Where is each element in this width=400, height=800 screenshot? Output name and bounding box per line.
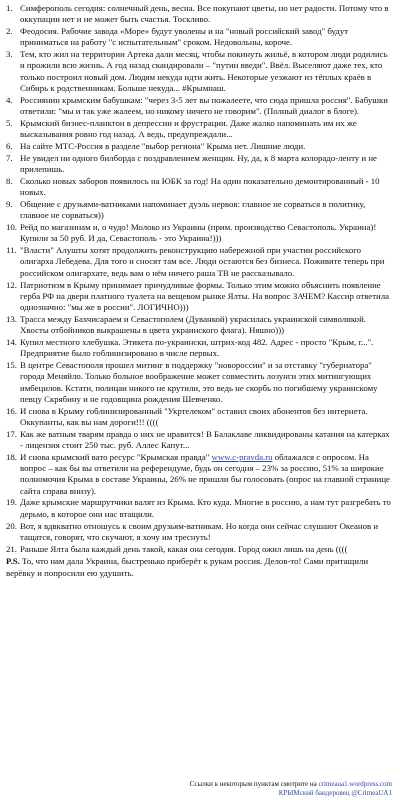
item-text-before-link: И снова крымский вато ресурс "Крымская правда" (20, 451, 212, 462)
item-number: 11. (6, 245, 17, 256)
list-item (6, 153, 394, 176)
item-text: Крымский бизнес-планктон в депрессии и фрустрации. Даже жалко напоминать им их же высказывания ровно год назад. А ведь, предупреждали... (20, 117, 357, 140)
item-number: 7. (6, 152, 13, 163)
ps-text: То, что нам дала Украина, быстренько приберёт к рукам россия. Делов-то! Сами притащили верёвку и попросили ею удушить. (6, 556, 369, 578)
item-number: 4. (6, 94, 13, 105)
list-item (6, 95, 394, 118)
item-number: 19. (6, 497, 17, 508)
list-item (6, 280, 394, 314)
item-number: 6. (6, 140, 13, 151)
list-item (6, 118, 394, 141)
list-item (6, 245, 394, 279)
footer-links-line (190, 780, 392, 789)
item-number: 9. (6, 199, 13, 209)
item-text: Общение с друзьями-ватниками напоминает дуэль нервов: главное не сорваться в политику, главное не сорваться)) (20, 199, 366, 221)
item-number: 16. (6, 405, 17, 416)
item-text: Раньше Ялта была каждый день такой, какая она сегодня. Город ожил лишь на день (((( (20, 543, 348, 554)
item-text: Рейд по магазинам и, о чудо! Молоко из Украины (прим. производство Севастополь. Украина)! Купили за 50 руб. И да, Севастополь - это Украина!))) (20, 222, 377, 244)
list-item (6, 314, 394, 337)
item-number: 1. (6, 3, 13, 13)
list-item (6, 49, 394, 94)
item-number: 18. (6, 451, 17, 462)
author-credit: КРЫМский бандеровец @CrimeaUA1 (278, 788, 392, 797)
item-number: 5. (6, 117, 13, 128)
item-text: Симферополь сегодня: солнечный день, весна. Все покупают цветы, но нет радости. Потому что в оккупации нет и не может быть счастья. Тоскливо. (20, 3, 389, 25)
list-item (6, 544, 394, 555)
blog-link[interactable]: crimeaua1.wordpress.com (318, 780, 392, 788)
item-text-after-link: облажался с опросом. На вопрос – как бы вы ответили на референдуме, будь он сегодня – 23% за россию, 51% за широкие полномочия Крыма в составе Украины, 26% не пришли бы голосовать (опрос на главной странице сайта справа внизу). (20, 451, 390, 496)
list-item (6, 360, 394, 405)
item-text: Сколько новых заборов появилось на ЮБК за год! На один показательно демонтированный - 10 новых. (20, 175, 380, 198)
list-item (6, 3, 394, 26)
item-number: 13. (6, 313, 17, 324)
list-item (6, 199, 394, 222)
list-item (6, 521, 394, 544)
footer-credits (190, 780, 392, 797)
item-number: 8. (6, 175, 13, 186)
list-item (6, 176, 394, 199)
item-text: Не увидел ни одного билборда с поздравлением женщин. Ну, да, к 8 марта колорадо-ленту и не прилепишь. (20, 152, 377, 175)
item-text (20, 452, 394, 497)
list-item (6, 452, 394, 497)
item-text: На сайте МТС-Россия в разделе "выбор региона" Крыма нет. Лишние люди. (20, 140, 306, 151)
ps-label: P.S. (6, 556, 20, 567)
item-text: Феодосия. Рабочие завода «Море» будут уволены и на "новый российский завод" будут приниматься на работу "с испытательным" сроком. Недовольны, короче. (20, 26, 349, 48)
item-text: Патриотизм в Крыму принимает причудливые формы. Только этим можно объяснить появление герба РФ на двери платного туалета на вещевом рынке Ялты. На вопрос ЗАЧЕМ? Кассир ответила однозначно: "мы же в россии". ЛОГИЧНО))) (20, 279, 390, 313)
item-text: Даже крымские маршрутчики валят из Крыма. Кто куда. Многие в россию, а нам тут разгребать то дерьмо, в которое они нас втащили. (20, 497, 391, 519)
item-text: Тем, кто жил на территории Артека дали месяц, чтобы покинуть жильё, в котором люди родились и прожили всю жизнь. А год назад скандировали – "путин введи". Ввёл. Выселяют даже тех, кто только построил новый дом. Людям некуда идти жить. Некоторые уезжают из тёплых краёв в Сибирь к родственникам. Больше некуда... #Крымнаш. (20, 49, 388, 93)
item-text: В центре Севастополя прошел митинг в поддержку "новороссии" и за отставку "губернатора" города Меняйло. Только больное воображение может совместить лозунги этих митингующих имбецилов. Кстати, полицаи никого не крутили, это ведь не скорбь по погибшему украинскому певцу Скрябину и не годовщина рождения Шевченко. (20, 360, 378, 404)
list-item (6, 406, 394, 429)
item-number: 12. (6, 279, 17, 290)
item-text: "Власти" Алушты хотят продолжить реконструкцию набережной при участии российского олигарха Лебедева. Для того и сносят там все. Люди остаются без бизнеса. Поживите теперь при российском олигархате, ведь вам о нём ничего раша ТВ не рассказывало. (20, 245, 385, 278)
item-number: 21. (6, 543, 17, 554)
item-text: Вот, я вдвкватно отношусь к своим друзьям-ватникам. Но когда они сейчас слушают Океанов и тащатся, говорят, что скучают, я хочу им треснуть! (20, 520, 379, 542)
list-item (6, 497, 394, 520)
postscript (0, 555, 400, 579)
list-item (6, 222, 394, 245)
list-item (6, 26, 394, 49)
item-number: 2. (6, 26, 13, 37)
item-number: 20. (6, 520, 17, 531)
footer-links-prefix: Ссылки к некоторым пунктам смотрите на (189, 780, 319, 788)
item-text: Купил местного хлебушка. Этикета по-украински, штрих-код 482. Адрес - просто "Крым, г...". Предприятие было гоблинизировано в числе первых. (20, 336, 374, 359)
c-pravda-link[interactable]: www.c-pravda.ru (211, 451, 273, 462)
item-text: Трасса между Бахчисараем и Севастополем (Дуванкой) украсилась украинской символикой. Хвосты отбойников выкрашены в цвета украинского флага). Няшно))) (20, 313, 366, 336)
item-text: Россиянин крымским бабушкам: "через 3-5 лет вы пожалеете, что сюда пришла россия". Бабушки ответили: "мы и так уже жалеем, но никому ничего не говорим". (Полный диалог в блоге). (20, 94, 389, 117)
item-text: Как же ватным тварям правда о них не нравится! В Балаклаве ликвидированы катания на катерках - лицензия стоит 250 тыс. руб. Аллес Капут... (20, 428, 390, 450)
item-number: 3. (6, 49, 13, 60)
item-number: 17. (6, 428, 17, 439)
item-number: 10. (6, 222, 17, 233)
item-number: 15. (6, 360, 17, 371)
list-item (6, 337, 394, 360)
list-item (6, 141, 394, 152)
list-item (6, 429, 394, 452)
item-number: 14. (6, 336, 17, 347)
item-text: И снова в Крыму гоблинизированный "Укртелеком" оставил своих абонентов без интернета. Оккупанты, как вы нам дороги!!! (((( (20, 405, 368, 427)
